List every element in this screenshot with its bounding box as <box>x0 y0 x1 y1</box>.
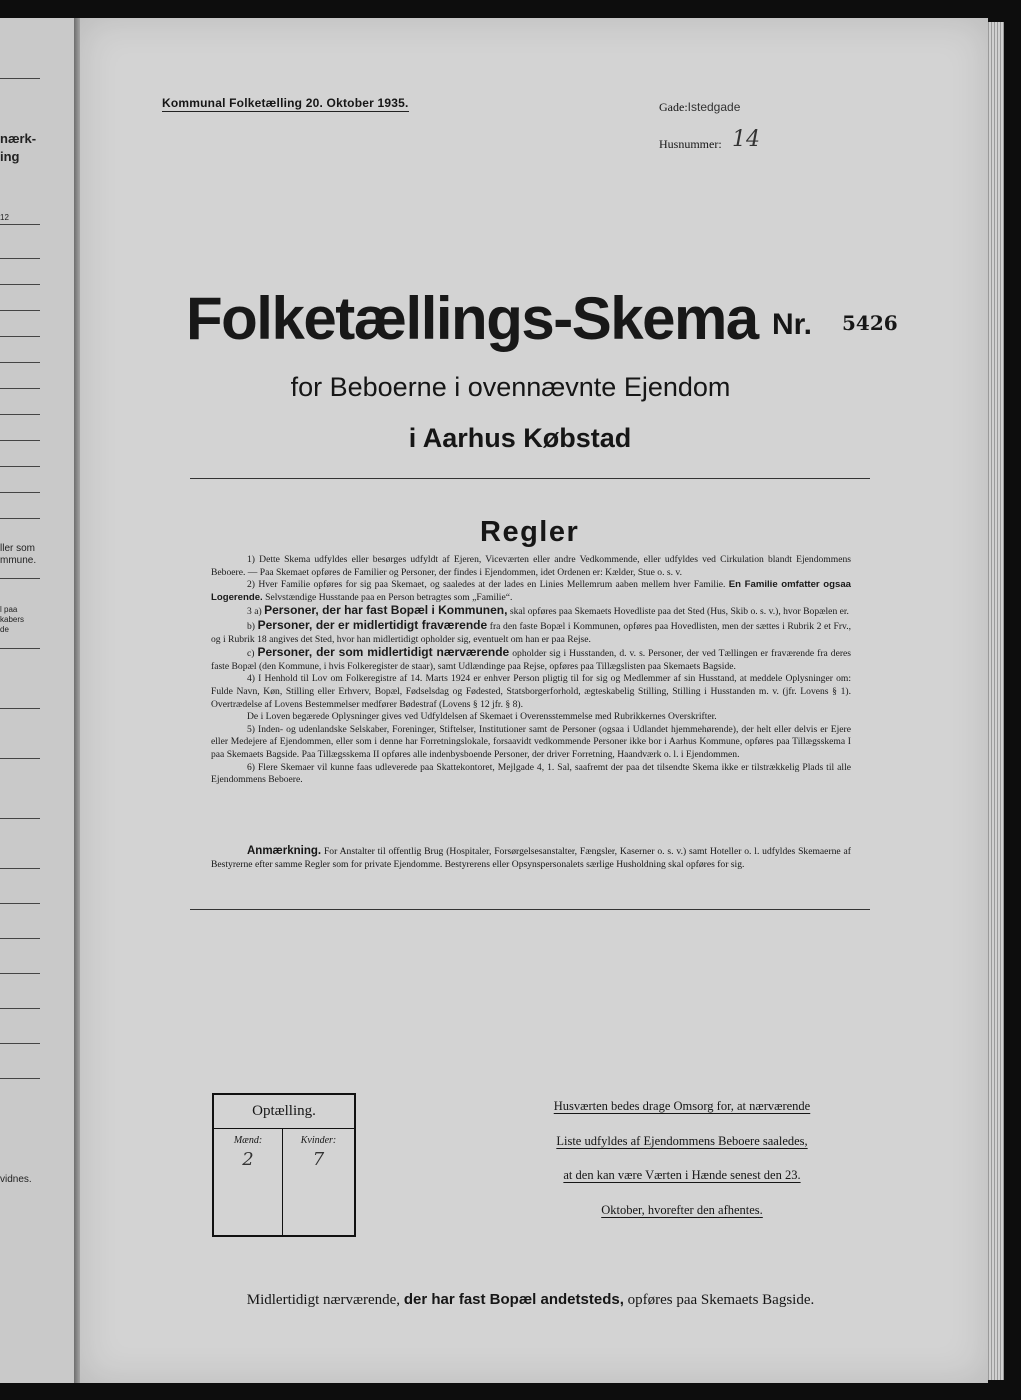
remark-text: For Anstalter til offentlig Brug (Hospitaler, Forsørgelsesanstalter, Fængsler, Kaserner o. s. v.) samt Hoteller o. l. udfyldes Skemaerne af Bestyrerne efter samme Regler som for private Ejendomme. Bestyrerens eller Opsynspersonalets særlige Husholdning skal opføres for sig. <box>211 846 851 870</box>
left-page-rule <box>0 903 40 904</box>
form-subtitle-city <box>0 423 1021 454</box>
left-page-fragment: vidnes. <box>0 1174 32 1185</box>
landlord-note-line: Husværten bedes drage Omsorg for, at nærværende <box>553 1099 811 1113</box>
left-page-rule <box>0 818 40 819</box>
left-page-rule <box>0 1043 40 1044</box>
left-page-rule <box>0 973 40 974</box>
left-page-rule <box>0 466 40 467</box>
rule-6: 6) Flere Skemaer vil kunne faas udleverede paa Skattekontoret, Mejlgade 4, 1. Sal, saafremt der paa det tilsendte Skema ikke er tilstrækkelig Plads til alle Ejendommens Beboere. <box>211 761 851 786</box>
left-page-rule <box>0 578 40 579</box>
rule-2 <box>211 579 851 604</box>
left-page-rule <box>0 224 40 225</box>
rules-text <box>211 554 851 787</box>
left-page-fragment: kabers <box>0 615 25 624</box>
left-page-fragment: 12 <box>0 213 9 222</box>
form-number-label: Nr. <box>772 308 813 341</box>
rule-2-text: 2) Hver Familie opføres for sig paa Skemaet, og saaledes at der lades en Linies Mellemrum aaben mellem hver Familie. <box>247 579 726 591</box>
count-box <box>212 1093 356 1237</box>
left-page-rule <box>0 310 40 311</box>
women-count: 7 <box>312 1149 325 1170</box>
rule-3c <box>211 646 851 673</box>
footer-part-3: opføres paa Skemaets Bagside. <box>627 1292 815 1308</box>
left-page-fragment: mmune. <box>0 555 37 566</box>
remark-label: Anmærkning. <box>247 845 322 857</box>
left-facing-page <box>0 18 76 1383</box>
left-page-rule <box>0 868 40 869</box>
subtitle-line-2: i Aarhus Købstad <box>408 423 632 453</box>
rule-2-bold: En Familie omfatter ogsaa Logerende. <box>211 579 851 603</box>
footer-part-2: der har fast Bopæl andetsteds, <box>403 1291 624 1308</box>
rule-3c-prefix: c) <box>247 648 255 660</box>
rule-3c-bold: Personer, der som midlertidigt nærværende <box>257 645 510 660</box>
left-page-rule <box>0 648 40 649</box>
left-page-rule <box>0 492 40 493</box>
rule-3a-prefix: 3 a) <box>247 606 262 618</box>
left-page-rule <box>0 258 40 259</box>
form-title: Folketællings-Skema <box>186 285 758 352</box>
left-page-rule <box>0 708 40 709</box>
landlord-note-line: at den kan være Værten i Hænde senest den 23. <box>563 1168 801 1182</box>
left-page-fragment: nærk- <box>0 131 37 146</box>
rule-3b-bold: Personer, der er midlertidigt fraværende <box>257 617 488 632</box>
street-field <box>659 100 740 115</box>
footer-note <box>0 1291 1021 1309</box>
house-number-label: Husnummer: <box>659 137 722 151</box>
rule-5: 5) Inden- og udenlandske Selskaber, Foreninger, Stiftelser, Institutioner samt de Personer (ogsaa i Udlandet hjemmehørende), der helt eller delvis er Ejere eller Medejere af Ejendommen, eller som i denne har Forretningslokale, forsaavidt vedkommende Personer ikke bor i Aarhus Kommune, opføres paa Tillægsskema I paa Skemaets Bagside. Paa Tillægsskema II opføres alle indenbysboende Personer, der driver Forretning, Haandværk o. l. i Ejendommen. <box>211 723 851 760</box>
rule-3a <box>211 604 851 619</box>
left-page-rule <box>0 758 40 759</box>
left-page-rule <box>0 336 40 337</box>
left-page-rule <box>0 518 40 519</box>
left-page-fragment: ller som <box>0 543 36 554</box>
left-page-fragment: ing <box>0 149 20 164</box>
divider <box>190 909 870 910</box>
divider <box>190 478 870 479</box>
left-page-rule <box>0 78 40 79</box>
men-label: Mænd: <box>233 1135 263 1146</box>
landlord-note-line: Oktober, hvorefter den afhentes. <box>601 1203 763 1217</box>
rule-4-note: De i Loven begærede Oplysninger gives ved Udfyldelsen af Skemaet i Overensstemmelse med Rubrikkernes Overskrifter. <box>247 711 717 723</box>
footer-part-1: Midlertidigt nærværende, <box>246 1292 401 1308</box>
left-page-rule <box>0 284 40 285</box>
rule-3c-text: opholder sig i Husstanden, d. v. s. Personer, der ved Tællingen er fraværende fra deres faste Bopæl (den Kommune, i hvis Folkeregister de staar), samt Udlændinge paa Rejse, opføres paa Tillægslisten paa Skemaets Bagside. <box>211 648 852 672</box>
house-number-value: 14 <box>732 127 760 152</box>
rule-1: 1) Dette Skema udfyldes eller besørges udfyldt af Ejeren, Viceværten eller andre Vedkommende, eller udfyldes ved Cirkulation blandt Ejendommens Beboere. — Paa Skemaet opføres de Familier og Personer, der findes i Ejendommen, idet Ordenen er: Kælder, Stue o. s. v. <box>211 554 851 578</box>
street-label: Gade: <box>659 100 688 114</box>
rule-3a-bold: Personer, der har fast Bopæl i Kommunen, <box>264 603 508 618</box>
left-page-fragment: de <box>0 625 9 634</box>
rule-3b-prefix: b) <box>247 620 255 632</box>
rules-heading: Regler <box>480 516 580 548</box>
rule-3b-text: fra den faste Bopæl i Kommunen, opføres paa Hovedlisten, men der sættes i Rubrik 2 et Frv., og i Rubrik 18 angives det Sted, hvor han midlertidigt opholder sig, eventuelt om han er paa Rejse. <box>211 620 852 645</box>
men-count: 2 <box>242 1149 254 1170</box>
street-value: Istedgade <box>687 100 741 114</box>
women-label: Kvinder: <box>300 1135 337 1146</box>
census-header: Kommunal Folketælling 20. Oktober 1935. <box>162 96 409 110</box>
left-page-rule <box>0 414 40 415</box>
rule-3b <box>211 619 851 646</box>
landlord-note-line: Liste udfyldes af Ejendommens Beboere saaledes, <box>556 1134 808 1148</box>
left-page-rule <box>0 362 40 363</box>
form-number-value: 5426 <box>842 311 898 335</box>
form-subtitle <box>0 372 1021 403</box>
rule-3a-text: skal opføres paa Skemaets Hovedliste paa det Sted (Hus, Skib o. s. v.), hvor Bopælen er. <box>509 606 849 618</box>
left-page-rule <box>0 1078 40 1079</box>
left-page-rule <box>0 1008 40 1009</box>
subtitle-line-1: for Beboerne i ovennævnte Ejendom <box>290 372 731 402</box>
rule-2-text-end: Selvstændige Husstande paa en Person betragtes som „Familie“. <box>265 591 513 603</box>
rule-4: 4) I Henhold til Lov om Folkeregistre af 14. Marts 1924 er enhver Person pligtig til for sig og Medlemmer af sin Husstand, at meddele Oplysninger om: Fulde Navn, Køn, Stilling eller Erhverv, Bopæl, Fødselsdag og Fødested, Statsborgerforhold, ægteskabelig Stilling, Stilling i Husstanden m. v. (jfr. Lovens § 1). Overtrædelse af Lovens Bestemmelser medfører Bødestraf (Lovens § 12 jfr. § 8). <box>211 673 851 710</box>
remark <box>211 845 851 871</box>
left-page-fragment: l paa <box>0 605 18 614</box>
page-edges <box>988 22 1004 1380</box>
count-box-title: Optælling. <box>214 1095 354 1129</box>
left-page-rule <box>0 938 40 939</box>
